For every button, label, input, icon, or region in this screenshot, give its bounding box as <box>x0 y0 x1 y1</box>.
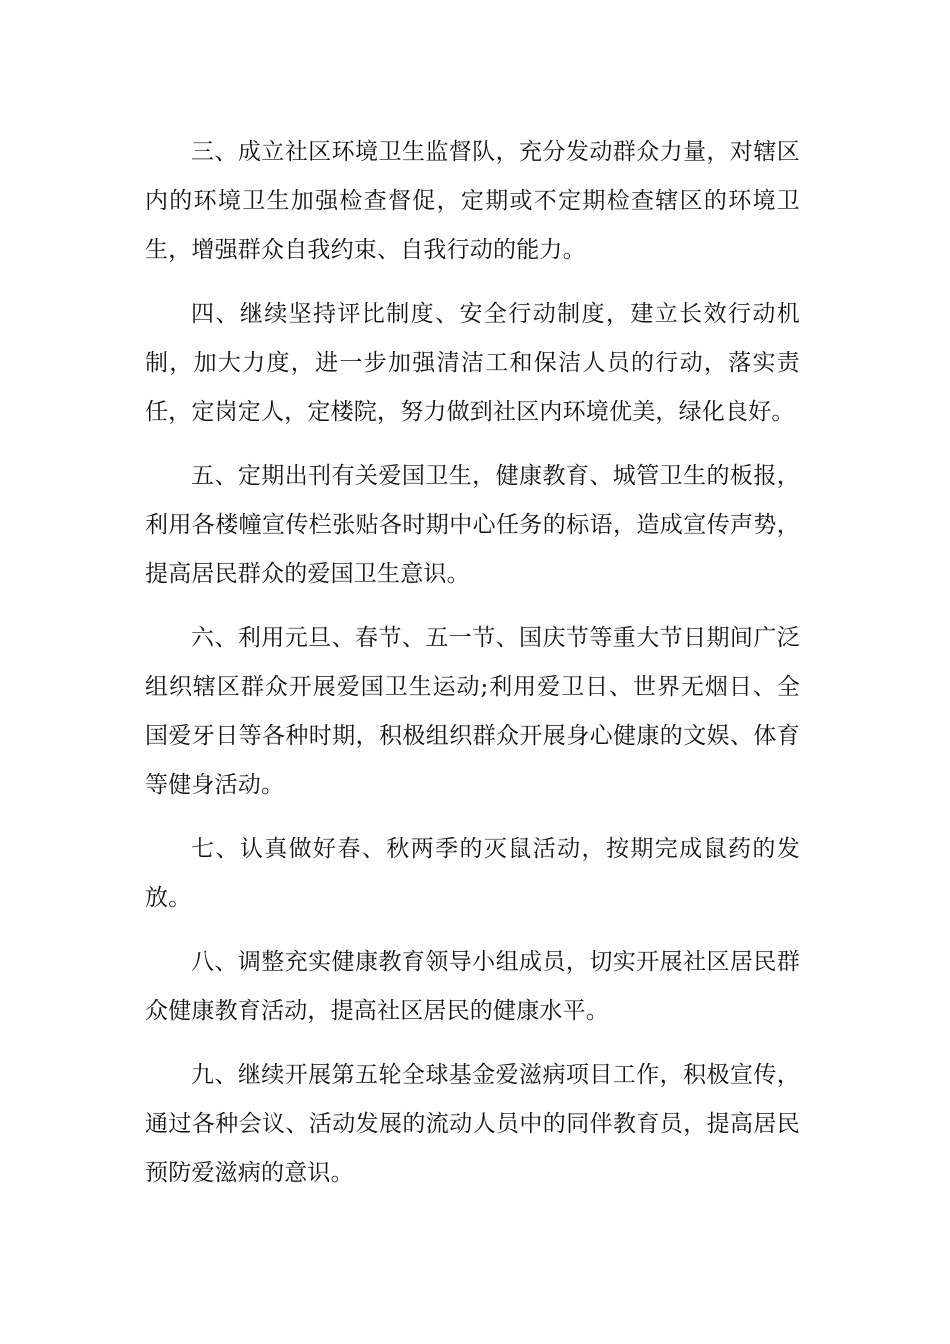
paragraph-6: 六、利用元旦、春节、五一节、国庆节等重大节日期间广泛组织辖区群众开展爱国卫生运动;利用爱卫日、世界无烟日、全国爱牙日等各种时期，积极组织群众开展身心健康的文娱、体育等健身活动。 <box>145 625 800 798</box>
paragraph-4: 四、继续坚持评比制度、安全行动制度，建立长效行动机制，加大力度，进一步加强清洁工和保洁人员的行动，落实责任，定岗定人，定楼院，努力做到社区内环境优美，绿化良好。 <box>145 301 800 425</box>
document-body <box>145 128 800 1213</box>
paragraph-9: 九、继续开展第五轮全球基金爱滋病项目工作，积极宣传，通过各种会议、活动发展的流动人员中的同伴教育员，提高居民预防爱滋病的意识。 <box>145 1062 800 1186</box>
paragraph-7: 七、认真做好春、秋两季的灭鼠活动，按期完成鼠药的发放。 <box>145 836 800 911</box>
paragraph-5: 五、定期出刊有关爱国卫生，健康教育、城管卫生的板报，利用各楼幢宣传栏张贴各时期中心任务的标语，造成宣传声势，提高居民群众的爱国卫生意识。 <box>145 463 800 587</box>
paragraph-3: 三、成立社区环境卫生监督队，充分发动群众力量，对辖区内的环境卫生加强检查督促，定期或不定期检查辖区的环境卫生，增强群众自我约束、自我行动的能力。 <box>145 139 800 263</box>
paragraph-8: 八、调整充实健康教育领导小组成员，切实开展社区居民群众健康教育活动，提高社区居民的健康水平。 <box>145 949 800 1024</box>
